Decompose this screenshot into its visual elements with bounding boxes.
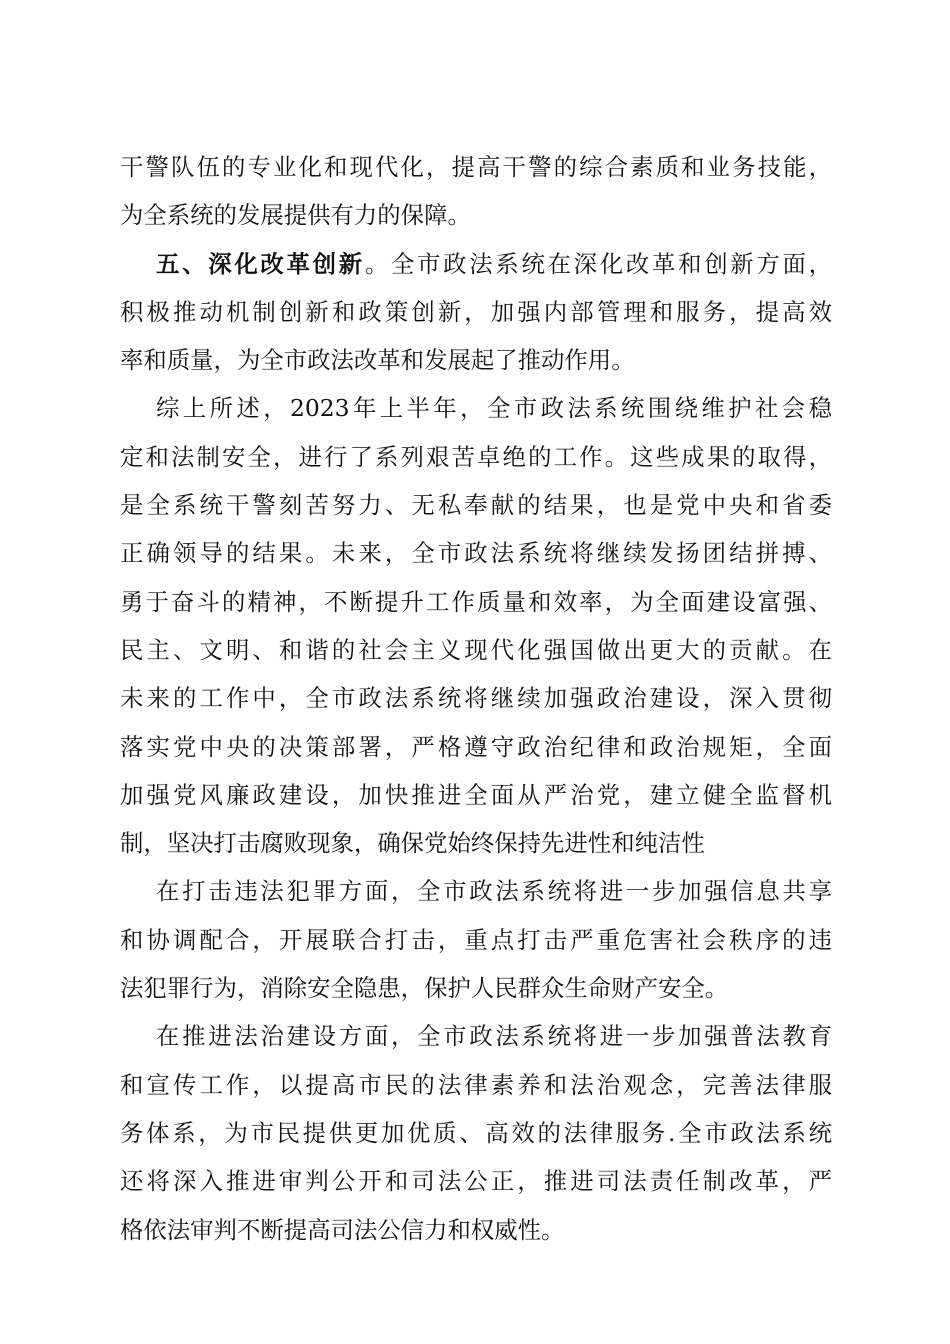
text-line: 综上所述，2023年上半年，全市政法系统围绕维护社会稳 xyxy=(156,394,832,423)
text-line: 干警队伍的专业化和现代化，提高干警的综合素质和业务技能， xyxy=(120,153,832,181)
text-line: 为全系统的发展提供有力的保障。 xyxy=(120,201,471,230)
text-line: 和协调配合，开展联合打击，重点打击严重危害社会秩序的违 xyxy=(120,925,832,954)
text-line: 在推进法治建设方面，全市政法系统将进一步加强普法教育 xyxy=(156,1022,832,1051)
text-line: 民主、文明、和谐的社会主义现代化强国做出更大的贡献。在 xyxy=(120,635,832,664)
document-body xyxy=(120,143,832,1254)
paragraph-2 xyxy=(120,240,832,385)
text-line: 务体系，为市民提供更加优质、高效的法律服务.全市政法系统 xyxy=(120,1118,832,1147)
text-line: 制，坚决打击腐败现象，确保党始终保持先进性和纯洁性 xyxy=(120,829,705,858)
paragraph-1 xyxy=(120,143,832,240)
text-line: 率和质量，为全市政法改革和发展起了推动作用。 xyxy=(120,346,635,375)
section-heading: 五、深化改革创新 xyxy=(156,249,365,278)
paragraph-4 xyxy=(120,867,832,1012)
text-line: 和宣传工作，以提高市民的法律素养和法治观念，完善法律服 xyxy=(120,1070,832,1099)
text-line: 在打击违法犯罪方面，全市政法系统将进一步加强信息共享 xyxy=(156,877,832,906)
text-line: 未来的工作中，全市政法系统将继续加强政治建设，深入贯彻 xyxy=(120,684,832,713)
paragraph-5 xyxy=(120,1012,832,1253)
text-line: 还将深入推进审判公开和司法公正，推进司法责任制改革，严 xyxy=(120,1167,832,1196)
paragraph-3 xyxy=(120,384,832,867)
text-line: 格依法审判不断提高司法公信力和权威性。 xyxy=(120,1215,565,1244)
text-line: 加强党风廉政建设，加快推进全面从严治党，建立健全监督机 xyxy=(120,780,832,809)
text-run: 。全市政法系统在深化改革和创新方面， xyxy=(364,249,832,278)
text-line: 落实党中央的决策部署，严格遵守政治纪律和政治规矩，全面 xyxy=(120,732,832,761)
text-line: 法犯罪行为，消除安全隐患，保护人民群众生命财产安全。 xyxy=(120,974,729,1003)
text-line: 勇于奋斗的精神，不断提升工作质量和效率，为全面建设富强、 xyxy=(120,587,832,616)
text-line xyxy=(120,240,832,288)
text-line: 定和法制安全，进行了系列艰苦卓绝的工作。这些成果的取得， xyxy=(120,442,832,471)
text-line: 是全系统干警刻苦努力、无私奉献的结果，也是党中央和省委 xyxy=(120,491,832,520)
text-line: 正确领导的结果。未来，全市政法系统将继续发扬团结拼搏、 xyxy=(120,539,832,568)
text-line: 积极推动机制创新和政策创新，加强内部管理和服务，提高效 xyxy=(120,297,832,326)
